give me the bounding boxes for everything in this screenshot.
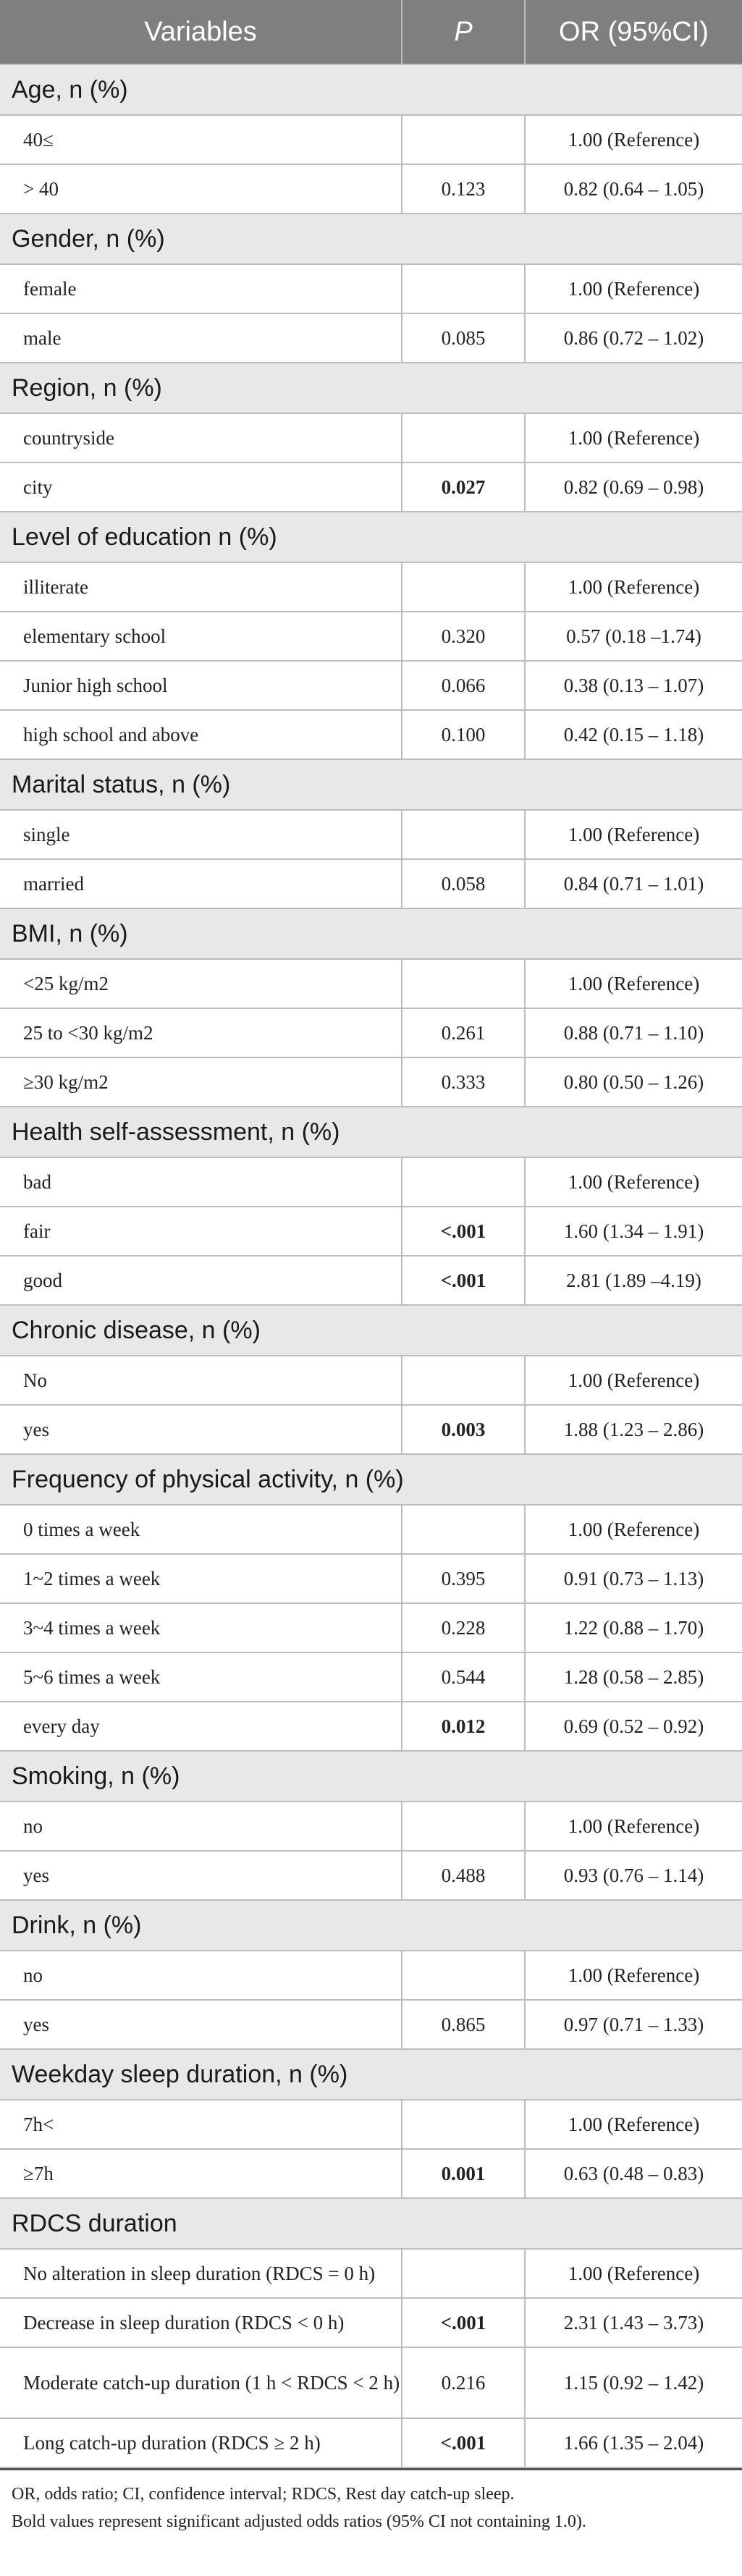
table-row xyxy=(0,1851,742,1900)
odds-ratio-ci: 0.97 (0.71 – 1.33) xyxy=(525,2000,742,2049)
group-header-row xyxy=(0,759,742,810)
p-value: 0.003 xyxy=(402,1405,525,1454)
odds-ratio-ci: 1.00 (Reference) xyxy=(525,115,742,164)
table-row xyxy=(0,2298,742,2347)
variable-label: every day xyxy=(0,1702,402,1751)
variable-label: single xyxy=(0,810,402,859)
table-row xyxy=(0,1008,742,1057)
variable-label: ≥7h xyxy=(0,2149,402,2198)
variable-label: 25 to <30 kg/m2 xyxy=(0,1008,402,1057)
odds-ratio-ci: 0.38 (0.13 – 1.07) xyxy=(525,661,742,710)
odds-ratio-ci: 2.81 (1.89 –4.19) xyxy=(525,1256,742,1305)
table-row xyxy=(0,264,742,313)
odds-ratio-ci: 0.88 (0.71 – 1.10) xyxy=(525,1008,742,1057)
group-title: Age, n (%) xyxy=(0,64,742,115)
table-row xyxy=(0,661,742,710)
group-title: Drink, n (%) xyxy=(0,1900,742,1951)
footnote-abbreviations: OR, odds ratio; CI, confidence interval; RDCS, Rest day catch-up sleep. xyxy=(12,2485,515,2504)
group-title: Health self-assessment, n (%) xyxy=(0,1107,742,1157)
variable-label: bad xyxy=(0,1157,402,1207)
p-value xyxy=(402,115,525,164)
odds-ratio-ci: 1.00 (Reference) xyxy=(525,810,742,859)
variable-label: ≥30 kg/m2 xyxy=(0,1057,402,1107)
table-row xyxy=(0,1702,742,1751)
p-value: 0.123 xyxy=(402,164,525,214)
table-row xyxy=(0,164,742,214)
p-value: 0.027 xyxy=(402,463,525,512)
header-p: P xyxy=(402,0,525,64)
p-value: <.001 xyxy=(402,1207,525,1256)
group-header-row xyxy=(0,1454,742,1505)
table-row xyxy=(0,1652,742,1702)
group-title: Smoking, n (%) xyxy=(0,1751,742,1802)
odds-ratio-ci: 1.00 (Reference) xyxy=(525,2249,742,2298)
header-or: OR (95%CI) xyxy=(525,0,742,64)
table-row xyxy=(0,463,742,512)
p-value: <.001 xyxy=(402,2418,525,2467)
variable-label: illiterate xyxy=(0,562,402,612)
odds-ratio-ci: 0.69 (0.52 – 0.92) xyxy=(525,1702,742,1751)
odds-ratio-ci: 0.93 (0.76 – 1.14) xyxy=(525,1851,742,1900)
p-value xyxy=(402,810,525,859)
variable-label: 7h< xyxy=(0,2100,402,2149)
variable-label: Junior high school xyxy=(0,661,402,710)
odds-ratio-ci: 1.28 (0.58 – 2.85) xyxy=(525,1652,742,1702)
p-value xyxy=(402,562,525,612)
table-row xyxy=(0,1157,742,1207)
table-row xyxy=(0,859,742,908)
table-row xyxy=(0,612,742,661)
group-title: Gender, n (%) xyxy=(0,214,742,264)
table-row xyxy=(0,1951,742,2000)
p-value: 0.261 xyxy=(402,1008,525,1057)
odds-ratio-ci: 0.84 (0.71 – 1.01) xyxy=(525,859,742,908)
variable-label: 0 times a week xyxy=(0,1505,402,1554)
odds-ratio-ci: 1.00 (Reference) xyxy=(525,2100,742,2149)
p-value xyxy=(402,413,525,463)
group-header-row xyxy=(0,1305,742,1356)
p-value: 0.488 xyxy=(402,1851,525,1900)
variable-label: yes xyxy=(0,2000,402,2049)
table-row xyxy=(0,2000,742,2049)
group-header-row xyxy=(0,214,742,264)
odds-ratio-ci: 0.42 (0.15 – 1.18) xyxy=(525,710,742,759)
odds-ratio-ci: 0.82 (0.64 – 1.05) xyxy=(525,164,742,214)
variable-label: city xyxy=(0,463,402,512)
table-row xyxy=(0,562,742,612)
p-value: 0.012 xyxy=(402,1702,525,1751)
group-title: RDCS duration xyxy=(0,2198,742,2249)
group-header-row xyxy=(0,2049,742,2100)
p-value xyxy=(402,1356,525,1405)
table-footnotes xyxy=(0,2468,742,2535)
p-value xyxy=(402,959,525,1008)
odds-ratio-ci: 1.66 (1.35 – 2.04) xyxy=(525,2418,742,2467)
group-header-row xyxy=(0,2198,742,2249)
variable-label: male xyxy=(0,313,402,363)
table-row xyxy=(0,413,742,463)
variable-label: 40≤ xyxy=(0,115,402,164)
variable-label: no xyxy=(0,1802,402,1851)
p-value xyxy=(402,2100,525,2149)
group-header-row xyxy=(0,908,742,959)
p-value xyxy=(402,1951,525,2000)
p-value: 0.100 xyxy=(402,710,525,759)
variable-label: 3~4 times a week xyxy=(0,1603,402,1652)
variable-label: yes xyxy=(0,1405,402,1454)
header-row xyxy=(0,0,742,64)
table-row xyxy=(0,1356,742,1405)
variable-label: female xyxy=(0,264,402,313)
table-row xyxy=(0,1603,742,1652)
table-row xyxy=(0,959,742,1008)
variable-label: Moderate catch-up duration (1 h < RDCS < 2 h) xyxy=(0,2347,402,2418)
header-variables: Variables xyxy=(0,0,402,64)
group-title: Level of education n (%) xyxy=(0,512,742,562)
table-row xyxy=(0,2418,742,2467)
p-value: 0.395 xyxy=(402,1554,525,1603)
table-body xyxy=(0,64,742,2467)
p-value: 0.544 xyxy=(402,1652,525,1702)
variable-label: 1~2 times a week xyxy=(0,1554,402,1603)
odds-ratio-ci: 1.00 (Reference) xyxy=(525,1157,742,1207)
odds-ratio-ci: 1.00 (Reference) xyxy=(525,562,742,612)
group-header-row xyxy=(0,1107,742,1157)
footnote-bold-note: Bold values represent significant adjusted odds ratios (95% CI not containing 1.0). xyxy=(12,2512,586,2531)
group-title: BMI, n (%) xyxy=(0,908,742,959)
table-row xyxy=(0,710,742,759)
odds-ratio-ci: 1.00 (Reference) xyxy=(525,1505,742,1554)
table-row xyxy=(0,810,742,859)
odds-ratio-ci: 1.60 (1.34 – 1.91) xyxy=(525,1207,742,1256)
table-row xyxy=(0,2149,742,2198)
group-header-row xyxy=(0,1751,742,1802)
variable-label: married xyxy=(0,859,402,908)
variable-label: high school and above xyxy=(0,710,402,759)
variable-label: > 40 xyxy=(0,164,402,214)
odds-ratio-ci: 1.00 (Reference) xyxy=(525,959,742,1008)
odds-ratio-ci: 1.88 (1.23 – 2.86) xyxy=(525,1405,742,1454)
table-row xyxy=(0,313,742,363)
odds-ratio-ci: 1.15 (0.92 – 1.42) xyxy=(525,2347,742,2418)
p-value xyxy=(402,2249,525,2298)
p-value: 0.066 xyxy=(402,661,525,710)
p-value: 0.320 xyxy=(402,612,525,661)
table-row xyxy=(0,1057,742,1107)
table-row xyxy=(0,2100,742,2149)
variable-label: elementary school xyxy=(0,612,402,661)
odds-ratio-ci: 0.63 (0.48 – 0.83) xyxy=(525,2149,742,2198)
p-value: 0.228 xyxy=(402,1603,525,1652)
variable-label: 5~6 times a week xyxy=(0,1652,402,1702)
variable-label: No xyxy=(0,1356,402,1405)
odds-ratio-ci: 1.22 (0.88 – 1.70) xyxy=(525,1603,742,1652)
p-value: 0.085 xyxy=(402,313,525,363)
p-value: 0.058 xyxy=(402,859,525,908)
variable-label: good xyxy=(0,1256,402,1305)
group-header-row xyxy=(0,512,742,562)
table-row xyxy=(0,2347,742,2418)
variable-label: <25 kg/m2 xyxy=(0,959,402,1008)
group-title: Marital status, n (%) xyxy=(0,759,742,810)
odds-ratio-ci: 1.00 (Reference) xyxy=(525,1802,742,1851)
p-value: 0.333 xyxy=(402,1057,525,1107)
odds-ratio-ci: 2.31 (1.43 – 3.73) xyxy=(525,2298,742,2347)
odds-ratio-ci: 1.00 (Reference) xyxy=(525,264,742,313)
table-row xyxy=(0,1554,742,1603)
table-row xyxy=(0,1505,742,1554)
variable-label: Long catch-up duration (RDCS ≥ 2 h) xyxy=(0,2418,402,2467)
group-title: Frequency of physical activity, n (%) xyxy=(0,1454,742,1505)
group-header-row xyxy=(0,1900,742,1951)
variable-label: No alteration in sleep duration (RDCS = 0 h) xyxy=(0,2249,402,2298)
odds-ratio-ci: 0.86 (0.72 – 1.02) xyxy=(525,313,742,363)
odds-ratio-ci: 0.91 (0.73 – 1.13) xyxy=(525,1554,742,1603)
table-row xyxy=(0,1802,742,1851)
p-value: 0.865 xyxy=(402,2000,525,2049)
group-header-row xyxy=(0,64,742,115)
group-title: Region, n (%) xyxy=(0,363,742,413)
group-header-row xyxy=(0,363,742,413)
table-row xyxy=(0,2249,742,2298)
odds-ratio-ci: 1.00 (Reference) xyxy=(525,1356,742,1405)
p-value: 0.216 xyxy=(402,2347,525,2418)
p-value: <.001 xyxy=(402,1256,525,1305)
variable-label: countryside xyxy=(0,413,402,463)
odds-ratio-ci: 1.00 (Reference) xyxy=(525,1951,742,2000)
variable-label: Decrease in sleep duration (RDCS < 0 h) xyxy=(0,2298,402,2347)
p-value xyxy=(402,1157,525,1207)
p-value xyxy=(402,1802,525,1851)
group-title: Weekday sleep duration, n (%) xyxy=(0,2049,742,2100)
p-value: <.001 xyxy=(402,2298,525,2347)
table-row xyxy=(0,1207,742,1256)
table-row xyxy=(0,1405,742,1454)
table-row xyxy=(0,1256,742,1305)
variable-label: no xyxy=(0,1951,402,2000)
odds-ratio-ci: 1.00 (Reference) xyxy=(525,413,742,463)
variable-label: fair xyxy=(0,1207,402,1256)
p-value xyxy=(402,264,525,313)
table-row xyxy=(0,115,742,164)
odds-ratio-ci: 0.82 (0.69 – 0.98) xyxy=(525,463,742,512)
odds-ratio-ci: 0.80 (0.50 – 1.26) xyxy=(525,1057,742,1107)
variable-label: yes xyxy=(0,1851,402,1900)
group-title: Chronic disease, n (%) xyxy=(0,1305,742,1356)
p-value xyxy=(402,1505,525,1554)
odds-ratio-ci: 0.57 (0.18 –1.74) xyxy=(525,612,742,661)
p-value: 0.001 xyxy=(402,2149,525,2198)
